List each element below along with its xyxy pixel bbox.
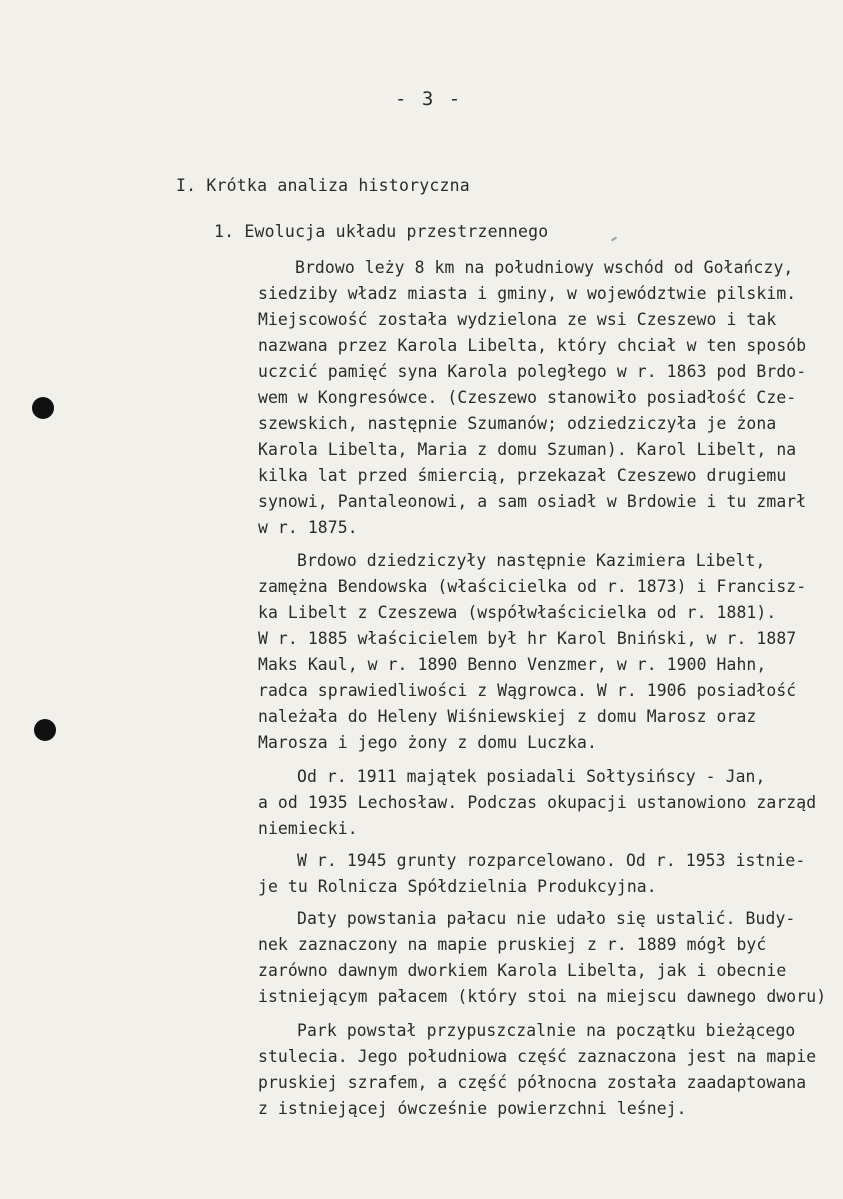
text-line: Marosza i jego żony z domu Luczka. <box>258 733 597 752</box>
text-line: Brdowo dziedziczyły następnie Kazimiera Libelt, <box>297 551 766 570</box>
text-line: siedziby władz miasta i gminy, w województwie pilskim. <box>258 284 797 303</box>
text-line: W r. 1885 właścicielem był hr Karol Bniński, w r. 1887 <box>258 629 797 648</box>
text-line: W r. 1945 grunty rozparcelowano. Od r. 1953 istnie- <box>297 851 806 870</box>
text-line: zamężna Bendowska (właścicielka od r. 1873) i Francisz- <box>258 577 807 596</box>
text-line: nazwana przez Karola Libelta, który chciał w ten sposób <box>258 336 807 355</box>
text-line: stulecia. Jego południowa część zaznaczona jest na mapie <box>258 1047 817 1066</box>
text-line: Daty powstania pałacu nie udało się ustalić. Budy- <box>297 909 796 928</box>
sub-heading: 1. Ewolucja układu przestrzennego <box>214 222 549 241</box>
text-line: należała do Heleny Wiśniewskiej z domu Marosz oraz <box>258 707 757 726</box>
text-line: pruskiej szrafem, a część północna została zaadaptowana <box>258 1073 807 1092</box>
text-line: z istniejącej ówcześnie powierzchni leśnej. <box>258 1099 687 1118</box>
text-line: Maks Kaul, w r. 1890 Benno Venzmer, w r. 1900 Hahn, <box>258 655 767 674</box>
text-line: istniejącym pałacem (który stoi na miejscu dawnego dworu) <box>258 987 827 1006</box>
punch-hole <box>32 397 54 419</box>
text-line: uczcić pamięć syna Karola poległego w r. 1863 pod Brdo- <box>258 362 807 381</box>
page-number: - 3 - <box>395 88 463 110</box>
text-line: synowi, Pantaleonowi, a sam osiadł w Brdowie i tu zmarł <box>258 492 807 511</box>
text-line: zarówno dawnym dworkiem Karola Libelta, jak i obecnie <box>258 961 787 980</box>
punch-hole <box>34 719 56 741</box>
text-line: Karola Libelta, Maria z domu Szuman). Karol Libelt, na <box>258 440 797 459</box>
text-line: Brdowo leży 8 km na południowy wschód od Gołańczy, <box>295 258 794 277</box>
section-heading: I. Krótka analiza historyczna <box>176 176 470 195</box>
text-line: kilka lat przed śmiercią, przekazał Czeszewo drugiemu <box>258 466 787 485</box>
text-line: nek zaznaczony na mapie pruskiej z r. 1889 mógł być <box>258 935 767 954</box>
text-line: Od r. 1911 majątek posiadali Sołtysińscy - Jan, <box>297 767 766 786</box>
text-line: a od 1935 Lechosław. Podczas okupacji ustanowiono zarząd <box>258 793 817 812</box>
text-line: niemiecki. <box>258 819 358 838</box>
text-line: Miejscowość została wydzielona ze wsi Czeszewo i tak <box>258 310 777 329</box>
text-line: wem w Kongresówce. (Czeszewo stanowiło posiadłość Cze- <box>258 388 797 407</box>
text-line: ka Libelt z Czeszewa (współwłaścicielka od r. 1881). <box>258 603 777 622</box>
text-line: Park powstał przypuszczalnie na początku bieżącego <box>297 1021 796 1040</box>
text-line: w r. 1875. <box>258 518 358 537</box>
text-line: szewskich, następnie Szumanów; odziedziczyła je żona <box>258 414 777 433</box>
pencil-mark <box>611 236 617 241</box>
text-line: je tu Rolnicza Spółdzielnia Produkcyjna. <box>258 877 657 896</box>
text-line: radca sprawiedliwości z Wągrowca. W r. 1906 posiadłość <box>258 681 797 700</box>
